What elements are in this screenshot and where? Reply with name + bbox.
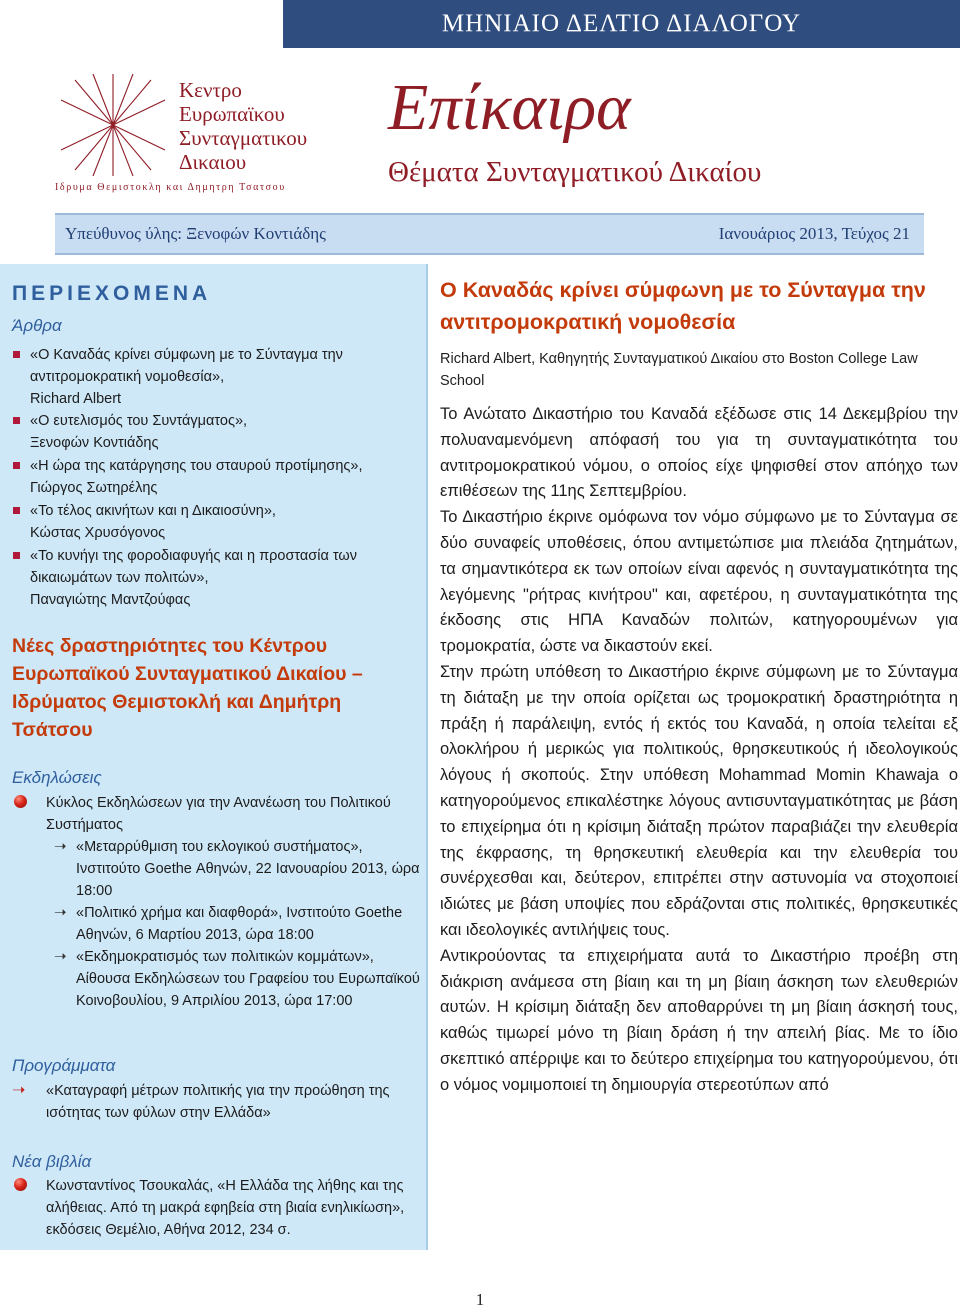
article-author: Γιώργος Σωτηρέλης — [30, 480, 158, 496]
bullet-square-icon — [13, 351, 20, 358]
newsletter-title: Επίκαιρα — [388, 71, 631, 144]
red-ball-bullet-icon — [14, 795, 27, 808]
arrow-right-icon: ➝ — [12, 1082, 26, 1099]
book-text: Κωνσταντίνος Τσουκαλάς, «Η Ελλάδα της λήθης και της αλήθειας. Από τη μακρά εφηβεία στη βιαία ενηλικίωση», εκδόσεις Θεμέλιο, Αθήνα 2012, 234 σ. — [46, 1178, 405, 1238]
book-item[interactable] — [46, 1175, 421, 1241]
newsletter-subtitle: Θέματα Συνταγματικού Δικαίου — [388, 156, 762, 188]
article-title-line: «Ο Καναδάς κρίνει σύμφωνη με το Σύνταγμα την — [30, 347, 343, 363]
article-author: Παναγιώτης Μαντζούφας — [30, 592, 191, 608]
article-author: Ξενοφών Κοντιάδης — [30, 435, 159, 451]
article-title-line: «Η ώρα της κατάργησης του σταυρού προτίμησης», — [30, 458, 363, 474]
bulletin-banner: ΜΗΝΙΑΙΟ ΔΕΛΤΙΟ ΔΙΑΛΟΓΟΥ — [283, 0, 960, 48]
article-author: Κώστας Χρυσόγονος — [30, 525, 166, 541]
arrow-right-icon: ➝ — [54, 948, 67, 965]
events-series — [46, 792, 421, 836]
article-title-line: «Ο ευτελισμός του Συντάγματος», — [30, 413, 248, 429]
page-number: 1 — [475, 1290, 485, 1309]
logo-emblem-icon — [55, 70, 173, 180]
editor-line: Υπεύθυνος ύλης: Ξενοφών Κοντιάδης — [65, 224, 326, 243]
article-title: Ο Καναδάς κρίνει σύμφωνη με το Σύνταγμα την αντιτρομοκρατική νομοθεσία — [440, 278, 926, 334]
article-byline: Richard Albert, Καθηγητής Συνταγματικού Δικαίου στο Boston College Law School — [440, 351, 918, 389]
arrow-right-icon: ➝ — [54, 904, 67, 921]
logo-line-4: Δικαιου — [179, 150, 247, 174]
program-text: «Καταγραφή μέτρων πολιτικής για την προώθηση της ισότητας των φύλων στην Ελλάδα» — [46, 1083, 390, 1121]
red-ball-bullet-icon — [14, 1178, 27, 1191]
logo-line-3: Συνταγματικου — [179, 126, 308, 150]
toc-title: ΠΕΡΙΕΧΟΜΕΝΑ — [12, 282, 212, 305]
toc-article-2[interactable] — [30, 410, 420, 454]
books-heading: Νέα βιβλία — [12, 1152, 92, 1171]
article-body — [440, 402, 958, 1099]
issue-line: Ιανουάριος 2013, Τεύχος 21 — [718, 224, 910, 243]
contents-sidebar — [0, 264, 428, 1250]
toc-article-3[interactable] — [30, 455, 420, 499]
event-item[interactable] — [54, 946, 421, 1012]
toc-article-5[interactable] — [30, 545, 420, 611]
arrow-right-icon: ➝ — [54, 838, 67, 855]
events-series-text: Κύκλος Εκδηλώσεων για την Ανανέωση του Πολιτικού Συστήματος — [46, 795, 391, 833]
toc-article-4[interactable] — [30, 500, 420, 544]
event-item[interactable] — [54, 902, 421, 946]
paragraph: Το Ανώτατο Δικαστήριο του Καναδά εξέδωσε στις 14 Δεκεμβρίου την πολυαναμενόμενη απόφασή του για τη συνταγματικότητα του αντιτρομοκρατικού νόμου, ο οποίος είχε ψηφισθεί στον απόηχο των επιθέσεων της 11ης Σεπτεμβρίου. — [440, 405, 958, 501]
bullet-square-icon — [13, 417, 20, 424]
bullet-square-icon — [13, 462, 20, 469]
articles-heading: Άρθρα — [12, 316, 62, 335]
logo-line-2: Ευρωπαϊκου — [179, 102, 285, 126]
article-title-line: «Το κυνήγι της φοροδιαφυγής και η προστασία των — [30, 548, 357, 564]
event-text: «Πολιτικό χρήμα και διαφθορά», Ινστιτούτο Goethe Αθηνών, 6 Μαρτίου 2013, ώρα 18:00 — [76, 905, 403, 943]
bullet-square-icon — [13, 552, 20, 559]
programs-heading: Προγράμματα — [12, 1056, 116, 1075]
events-heading: Εκδηλώσεις — [12, 768, 102, 787]
activities-heading: Νέες δραστηριότητες του Κέντρου Ευρωπαϊκού Συνταγματικού Δικαίου – Ιδρύματος Θεμιστοκλή και Δημήτρη Τσάτσου — [12, 635, 363, 741]
info-bar — [55, 213, 924, 255]
event-item[interactable] — [54, 836, 421, 902]
paragraph: Το Δικαστήριο έκρινε ομόφωνα τον νόμο σύμφωνο με το Σύνταγμα σε δύο συναφείς υποθέσεις, όπου αντιμετώπισε μια πλειάδα ζητημάτων, τα σημαντικότερα εκ των οποίων είναι αφενός η συνταγματικότητα της λεγόμενης "ρήτρας κινήτρου" και, αφετέρου, η συνταγματικότητα της έκδοσης στις ΗΠΑ Καναδών πολιτών, κατηγορουμένων για τρομοκρατία, ώστε να δικαστούν εκεί. — [440, 508, 958, 656]
program-item[interactable] — [12, 1080, 421, 1124]
event-text: «Μεταρρύθμιση του εκλογικού συστήματος», Ινστιτούτο Goethe Αθηνών, 22 Ιανουαρίου 2013, ώρα 18:00 — [76, 839, 420, 899]
paragraph: Αντικρούοντας τα επιχειρήματα αυτά το Δικαστήριο προέβη στη διάκριση ανάμεσα στη βίαιη και τη μη βίαιη άσκηση των ελευθεριών αυτών. Η κρίσιμη διάταξη δεν αποθαρρύνει τη μη βίαιη άσκησή τους, καθώς τιμωρεί μόνο τη βίαιη δράση ή την απειλή βίας. Με το ίδιο σκεπτικό απέρριψε και το δεύτερο επιχείρημα του κατηγορούμενου, ότι ο νόμος νομιμοποιεί τη δημιουργία στερεοτύπων από — [440, 946, 958, 1094]
logo-subtitle: Ιδρυμα Θεμιστοκλη και Δημητρη Τσατσου — [55, 182, 286, 193]
institute-logo — [55, 70, 365, 195]
paragraph: Στην πρώτη υπόθεση το Δικαστήριο έκρινε σύμφωνη με το Σύνταγμα τη διάταξη με την οποία ορίζεται ως τρομοκρατική δραστηριότητα η πράξη ή παράλειψη, εντός ή εκτός του Καναδά, η οποία τελείται εξ ολοκλήρου ή μερικώς για πολιτικούς, θρησκευτικούς ή ιδεολογικούς λόγους ή σκοπούς. Στην υπόθεση Mohammad Momin Khawaja ο κατηγορούμενος επικαλέστηκε λόγους αντισυνταγματικότητας με βάση το επιχείρημα ότι η κρίσιμη διάταξη πρώτον παραβιάζει την ελευθερία της έκφρασης, τη θρησκευτική ελευθερία και την ελευθερία του συνέρχεσθαι και, δεύτερον, επιτρέπει στην αστυνομία να στοχοποιεί ιδιώτες με βάση υποψίες που εδράζονται στις πολιτικές, θρησκευτικές και ιδεολογικές αντιλήψεις τους. — [440, 662, 958, 939]
logo-line-1: Κεντρο — [179, 78, 242, 102]
bullet-square-icon — [13, 507, 20, 514]
article-title-line: «Το τέλος ακινήτων και η Δικαιοσύνη», — [30, 503, 276, 519]
article-author: Richard Albert — [30, 391, 122, 407]
event-text: «Εκδημοκρατισμός των πολιτικών κομμάτων», Αίθουσα Εκδηλώσεων του Γραφείου του Ευρωπαϊκού Κοινοβουλίου, 9 Απριλίου 2013, ώρα 17:00 — [76, 949, 420, 1009]
article-title-line: αντιτρομοκρατική νομοθεσία», — [30, 369, 225, 385]
toc-article-1[interactable] — [30, 344, 420, 410]
article-title-line: δικαιωμάτων των πολιτών», — [30, 570, 209, 586]
